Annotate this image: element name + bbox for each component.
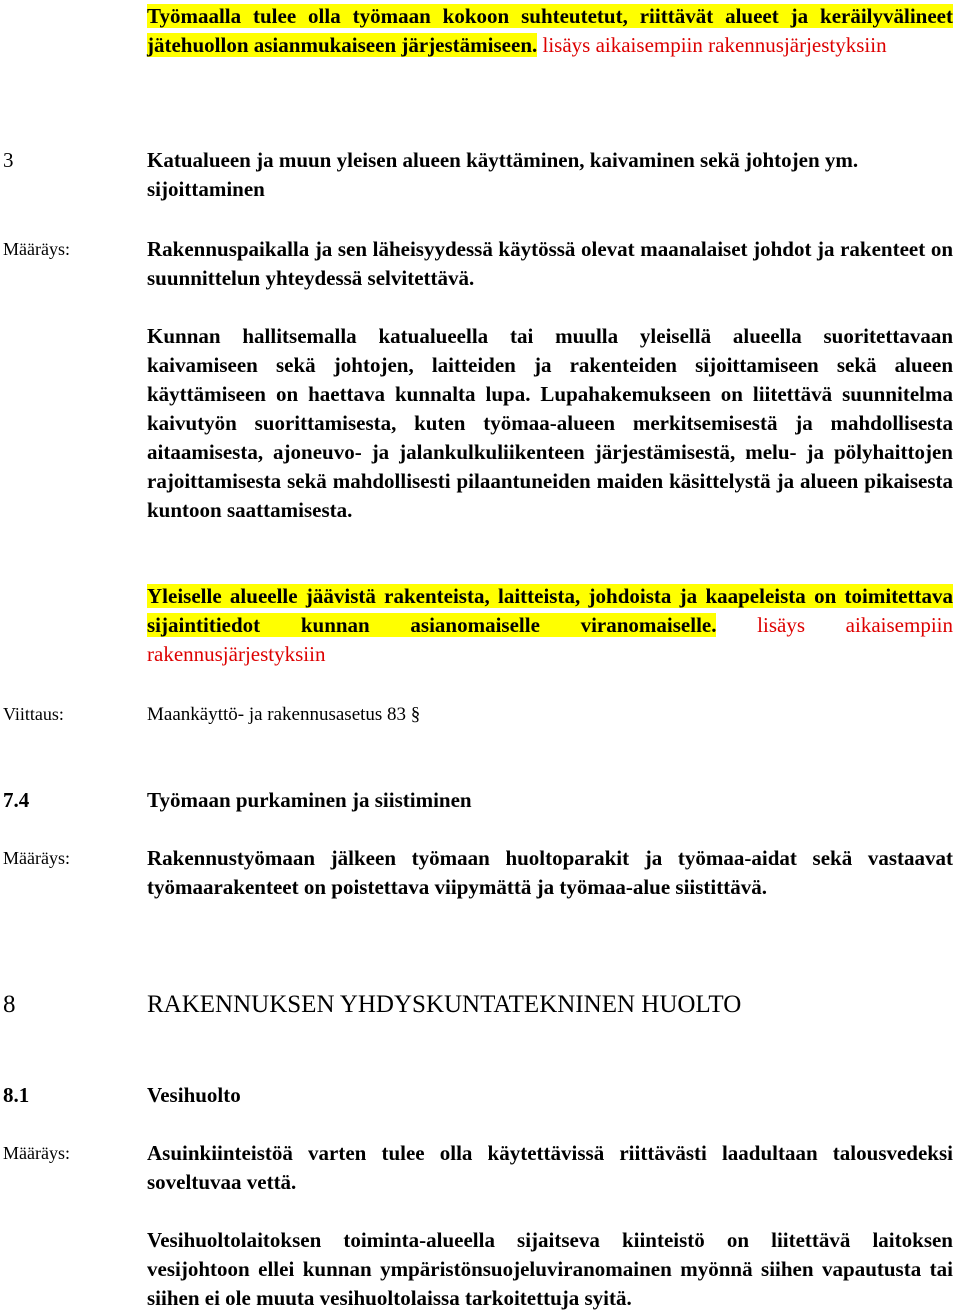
section-title: Katualueen ja muun yleisen alueen käyttäminen, kaivaminen sekä johtojen ym. sijoittaminen <box>147 148 859 201</box>
chapter-number: 8 <box>3 991 16 1018</box>
addition-note: lisäys aikaisempiin rakennusjärjestyksiin <box>147 613 953 666</box>
regulation-label: Määräys: <box>3 1143 70 1163</box>
regulation-text: Rakennustyömaan jälkeen työmaan huoltoparakit ja työmaa-aidat sekä vastaavat työmaarakenteet on poistettava viipymättä ja työmaa-alue siistittävä. <box>147 846 953 899</box>
regulation-label: Määräys: <box>3 239 70 259</box>
chapter-title: RAKENNUKSEN YHDYSKUNTATEKNINEN HUOLTO <box>147 991 742 1018</box>
highlighted-text: Työmaalla tulee olla työmaan kokoon suhteutetut, riittävät alueet ja keräilyvälineet jätehuollon asianmukaiseen järjestämiseen. <box>147 4 953 57</box>
section-title: Työmaan purkaminen ja siistiminen <box>147 788 472 812</box>
section-number: 8.1 <box>3 1083 30 1107</box>
addition-note: lisäys aikaisempiin rakennusjärjestyksiin <box>542 33 887 57</box>
regulation-label: Määräys: <box>3 848 70 868</box>
section-number: 3 <box>3 148 14 172</box>
reference-label: Viittaus: <box>3 704 64 724</box>
highlighted-text: Yleiselle alueelle jäävistä rakenteista, laitteista, johdoista ja kaapeleista on toimitettava sijaintitiedot kunnan asianomaiselle viranomaiselle. <box>147 584 953 637</box>
paragraph-water-connection: Vesihuoltolaitoksen toiminta-alueella sijaitseva kiinteistö on liitettävä laitoksen vesijohtoon ellei kunnan ympäristönsuojeluviranomainen myönnä siihen vapautusta tai siihen ei ole muuta vesihuoltolaissa tarkoitettuja syitä. <box>147 1228 953 1310</box>
reference-text: Maankäyttö- ja rakennusasetus 83 § <box>147 704 421 725</box>
paragraph-waste-areas <box>147 2 953 60</box>
regulation-text: Rakennuspaikalla ja sen läheisyydessä käytössä olevat maanalaiset johdot ja rakenteet on suunnittelun yhteydessä selvitettävä. <box>147 237 953 290</box>
section-number: 7.4 <box>3 788 30 812</box>
section-title: Vesihuolto <box>147 1083 241 1107</box>
paragraph-excavation-permit: Kunnan hallitsemalla katualueella tai muulla yleisellä alueella suoritettavaan kaivamiseen sekä johtojen, laitteiden ja rakenteiden sijoittamiseen sekä alueen käyttämiseen on haettava kunnalta lupa. Lupahakemukseen on liitettävä suunnitelma kaivutyön suorittamisesta, kuten työmaa-alueen merkitsemisestä ja mahdollisesta aitaamisesta, ajoneuvo- ja jalankulkuliikenteen järjestämisestä, melu- ja pölyhaittojen rajoittamisesta sekä mahdollisesti pilaantuneiden maiden käsittelystä ja alueen pikaisesta kuntoon saattamisesta. <box>147 324 953 522</box>
paragraph-location-data <box>147 582 953 669</box>
regulation-text: Asuinkiinteistöä varten tulee olla käytettävissä riittävästi laadultaan talousvedeksi soveltuvaa vettä. <box>147 1141 953 1194</box>
